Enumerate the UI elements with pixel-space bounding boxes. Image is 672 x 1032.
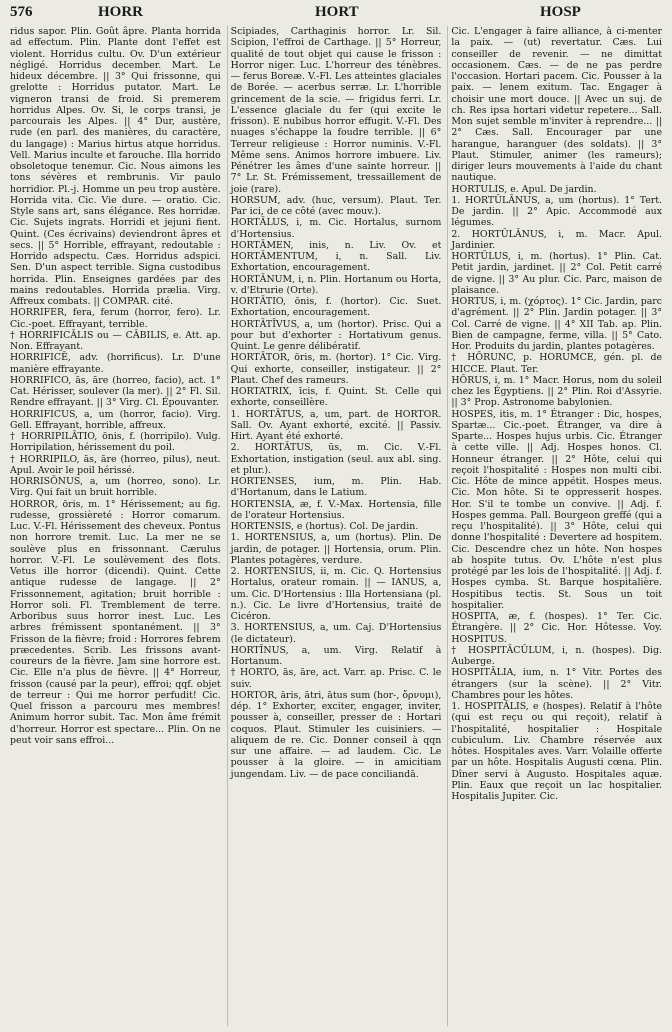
header-left-word: HORR	[98, 4, 143, 20]
entry: 2. HORTĀTUS, ūs, m. Cic. V.-Fl. Exhortation, instigation (seul. aux abl. sing. et plur.).	[230, 442, 442, 476]
page-number: 576	[10, 4, 33, 20]
entry: HORTĪNUS, a, um. Virg. Relatif à Hortanum.	[230, 644, 442, 667]
entry: HORTĀNUM, i, n. Plin. Hortanum ou Horta, v. d'Etrurie (Orte).	[230, 273, 442, 296]
entry: HOSPITĀLIA, ium, n. 1° Vitr. Portes des étrangers (sur la scène). || 2° Vitr. Chambres pour les hôtes.	[451, 667, 663, 701]
header-right-word: HOSP	[540, 4, 581, 20]
entry: HORTATRIX, īcis, f. Quint. St. Celle qui exhorte, conseillère.	[230, 386, 442, 409]
entry: HORTUS, i, m. (χόρτος). 1° Cic. Jardin, parc d'agrément. || 2° Plin. Jardin potager. || 3° Col. Carré de vigne. || 4° XII Tab. ap. Plin. Bien de campagne, ferme, villa. || 5° Cato. Hor. Produits du jardin, plantes potagères.	[451, 296, 663, 352]
entry: HORTŬLUS, i, m. (hortus). 1° Plin. Cat. Petit jardin, jardinet. || 2° Col. Petit carré de vigne. || 3° Au plur. Cic. Parc, maison de plaisance.	[451, 251, 663, 296]
entry: HŌRUS, i, m. 1° Macr. Horus, nom du soleil chez les Égyptiens. || 2° Plin. Roi d'Assyrie. || 3° Prop. Astronome babylonien.	[451, 374, 663, 409]
entry: † HOSPITĀCŬLUM, i, n. (hospes). Dig. Auberge.	[451, 644, 663, 667]
entry: † HORRIPILĀTIO, ōnis, f. (horripilo). Vulg. Horripilation, hérissement du poil.	[10, 431, 221, 454]
entry: HORRISŌNUS, a, um (horreo, sono). Lr. Virg. Qui fait un bruit horrible.	[10, 476, 221, 499]
entry: HORTĀTIO, ōnis, f. (hortor). Cic. Suet. Exhortation, encouragement.	[230, 296, 442, 319]
entry: HORTĀLUS, i, m. Cic. Hortalus, surnom d'Hortensius.	[230, 217, 442, 240]
entry: † HORRIFICĀLIS ou — CĀBILIS, e. Att. ap. Non. Effrayant.	[10, 329, 221, 352]
entry: † HORRIPILO, ās, āre (horreo, pilus), neut. Apul. Avoir le poil hérissé.	[10, 453, 221, 476]
entry: HORRIFICĒ, adv. (horrificus). Lr. D'une manière effrayante.	[10, 352, 221, 375]
entry: HORTENSIA, æ, f. V.-Max. Hortensia, fille de l'orateur Hortensius.	[230, 498, 442, 521]
entry: HORRIFER, fera, ferum (horror, fero). Lr. Cic.-poet. Effrayant, terrible.	[10, 307, 221, 330]
entry: HORTENSES, ium, m. Plin. Hab. d'Hortanum, dans le Latium.	[230, 476, 442, 499]
text-columns	[10, 26, 662, 1026]
entry: HORTĀTĪVUS, a, um (hortor). Prisc. Qui a pour but d'exhorter : Hortativum genus. Quint. Le genre délibératif.	[230, 318, 442, 352]
entry: 1. HOSPITĀLIS, e (hospes). Relatif à l'hôte (qui est reçu ou qui reçoit), relatif à l'hospitalité, hospitalier : Hospitale cubiculum. Liv. Chambre réservée aux hôtes. Hospitales aves. Varr. Volaille offerte par un hôte. Hospitalis Augusti cœna. Plin. Dîner servi à Augusto. Hospitales aquæ. Plin. Eaux que reçoit un lac hospitalier. Hospitalis Jupiter. Cic.	[451, 701, 663, 802]
running-header	[10, 4, 662, 24]
entry: Cic. L'engager à faire alliance, à ci-menter la paix. — (ut) revertatur. Cæs. Lui conseiller de revenir. — ne dimittat occasionem. Cæs. — de ne pas perdre l'occasion. Hortari pacem. Cic. Pousser à la paix. — lenem exitum. Tac. Engager à choisir une mort douce. || Avec un suj. de ch. Res ipsa hortari videtur repetere... Sall. Mon sujet semble m'inviter à reprendre... || 2° Cæs. Sall. Encourager par une harangue, haranguer (des soldats). || 3° Plaut. Stimuler, animer (les rameurs); diriger leurs mouvements à l'aide du chant nautique.	[451, 26, 663, 184]
entry: HORTĀMEN, inis, n. Liv. Ov. et HORTĀMENTUM, i, n. Sall. Liv. Exhortation, encouragement.	[230, 239, 442, 274]
entry: HORRIFICUS, a, um (horror, facio). Virg. Gell. Effrayant, horrible, affreux.	[10, 408, 221, 431]
entry: HORTENSIS, e (hortus). Col. De jardin.	[230, 521, 419, 532]
entry: HORSUM, adv. (huc, versum). Plaut. Ter. Par ici, de ce côté (avec mouv.).	[230, 194, 442, 217]
entry: 2. HORTENSIUS, ii, m. Cic. Q. Hortensius Hortalus, orateur romain. || — IANUS, a, um. Cic. D'Hortensius : Illa Hortensiana (pl. n.). Cic. Le livre d'Hortensius, traité de Cicéron.	[230, 566, 442, 622]
entry: † HŌRUNC, p. HORUMCE, gén. pl. de HICCE. Plaut. Ter.	[451, 352, 663, 375]
entry: † HORTO, ās, āre, act. Varr. ap. Prisc. C. le suiv.	[230, 667, 442, 690]
entry: 1. HORTĀTUS, a, um, part. de HORTOR. Sall. Ov. Ayant exhorté, excité. || Passiv. Hirt. Ayant été exhorté.	[230, 408, 442, 442]
entry: HOSPITA, æ, f. (hospes). 1° Ter. Cic. Étrangère. || 2° Cic. Hor. Hôtesse. Voy. HOSPITUS.	[451, 611, 663, 645]
entry: HOSPES, itis, m. 1° Étranger : Dic, hospes, Spartæ... Cic.-poet. Étranger, va dire à Sparte... Hospes hujus urbis. Cic. Étranger à cette ville. || Adj. Hospes honos. Cl. Honneur étranger. || 2° Hôte, celui qui reçoit l'hospitalité : Hospes non multi cibi. Cic. Hôte de mince appétit. Hospes meus. Cic. Mon hôte. Si te oppresserit hospes. Hor. S'il te tombe un convive. || Adj. f. Hospes gemma. Pall. Bourgeon greffé (qui a reçu l'hospitalité). || 3° Hôte, celui qui donne l'hospitalité : Devertere ad hospitem. Cic. Descendre chez un hôte. Non hospes ab hospite tutus. Ov. L'hôte n'est plus protégé par les lois de l'hospitalité. || Adj. f. Hospes cymba. St. Barque hospitalière. Hospitibus tectis. St. Sous un toit hospitalier.	[451, 408, 663, 611]
entry: 3. HORTENSIUS, a, um. Caj. D'Hortensius (le dictateur).	[230, 622, 442, 645]
entry: Scipiades, Carthaginis horror. Lr. Sil. Scipion, l'effroi de Carthage. || 5° Horreur, qualité de tout objet qui cause le frisson : Horror niger. Luc. L'horreur des ténèbres. — ferus Boreæ. V.-Fl. Les atteintes glaciales de Borée. — acerbus serræ. Lr. L'horrible grincement de la scie. — frigidus ferri. Lr. L'essence glaciale du fer (qui excite le frisson). E nubibus horror effugit. V.-Fl. Des nuages s'échappe la foudre terrible. || 6° Terreur religieuse : Horror numinis. V.-Fl. Même sens. Animos horrore imbuere. Liv. Pénétrer les âmes d'une sainte horreur. || 7° Lr. St. Frémissement, tressaillement de joie (rare).	[230, 26, 442, 195]
header-center-word: HORT	[315, 4, 359, 20]
entry: 1. HORTŬLĀNUS, a, um (hortus). 1° Tert. De jardin. || 2° Apic. Accommodé aux légumes.	[451, 194, 663, 229]
entry: 1. HORTENSIUS, a, um (hortus). Plin. De jardin, de potager. || Hortensia, orum. Plin. Plantes potagères, verdure.	[230, 532, 442, 566]
column-1	[10, 26, 221, 1026]
column-2	[227, 26, 442, 1026]
entry: 2. HORTŬLĀNUS, i, m. Macr. Apul. Jardinier.	[451, 228, 663, 251]
entry: HORRIFICO, ās, āre (horreo, facio), act. 1° Cat. Hérisser, soulever (la mer). || 2° Fl. Sil. Rendre effrayant. || 3° Virg. Cl. Épouvanter.	[10, 374, 221, 409]
entry: HORROR, ōris, m. 1° Hérissement; au fig. rudesse, grossièreté : Horror comarum. Luc. V.-Fl. Hérissement des cheveux. Pontus non horrore tremit. Luc. La mer ne se soulève plus en frissonnant. Cærulus horror. V.-Fl. Le soulèvement des flots. Vetus ille horror (dicendi). Quint. Cette antique rudesse de langage. || 2° Frissonnement, agitation; bruit horrible : Horror soli. Fl. Tremblement de terre. Arboribus suus horror inest. Luc. Les arbres frémissent spontanément. || 3° Frisson de la fièvre; froid : Horrores febrem præcedentes. Scrib. Les frissons avant-coureurs de la fièvre. Jam sine horrore est. Cic. Elle n'a plus de fièvre. || 4° Horreur, frisson (causé par la peur), effroi; qqf. objet de terreur : Qui me horror perfudit! Cic. Quel frisson a parcouru mes membres! Animum horror subit. Tac. Mon âme frémit d'horreur. Horror est spectare... Plin. On ne peut voir sans effroi...	[10, 498, 221, 746]
column-3	[447, 26, 662, 1026]
entry: HORTOR, āris, ātri, ātus sum (hor-, ὄρνυμι), dép. 1° Exhorter, exciter, engager, inviter, pousser à, conseiller, presser de : Hortari coquos. Plaut. Stimuler les cuisiniers. — aliquem de re. Cic. Donner conseil à qqn sur une affaire. — ad laudem. Cic. Le pousser à la gloire. — in amicitiam jungendam. Liv. — de pace conciliandā.	[230, 689, 442, 780]
entry: ridus sapor. Plin. Goût âpre. Planta horrida ad effectum. Plin. Plante dont l'effet est violent. Horridus cultu. Ov. D'un extérieur négligé. Horridus december. Mart. Le hideux décembre. || 3° Qui frissonne, qui grelotte : Horridus putator. Mart. Le vigneron transi de froid. Si premerem horridus Alpes. Ov. Si, le corps transi, je parcourais les Alpes. || 4° Dur, austère, rude (en parl. des manières, du caractère, du langage) : Marius hirtus atque horridus. Vell. Marius inculte et farouche. Illa horrido obsoletoque tenemur. Cic. Nous aimons les tons sévères et rembrunis. Vir paulo horridior. Pl.-j. Homme un peu trop austère. Horrida vita. Cic. Vie dure. — oratio. Cic. Style sans art, sans élégance. Res horridæ. Cic. Sujets ingrats. Horridi et jejuni fient. Quint. (Ces écrivains) deviendront âpres et secs. || 5° Horrible, effrayant, redoutable : Horrido adspectu. Cæs. Horridus adspici. Sen. D'un aspect terrible. Signa custodibus horrida. Plin. Enseignes gardées par des mains redoutables. Horrida prælia. Virg. Affreux combats. || COMPAR. cité.	[10, 26, 221, 307]
entry: HORTĀTOR, ōris, m. (hortor). 1° Cic. Virg. Qui exhorte, conseiller, instigateur. || 2° Plaut. Chef des rameurs.	[230, 352, 442, 386]
entry: HORTULIS, e. Apul. De jardin.	[451, 183, 597, 195]
